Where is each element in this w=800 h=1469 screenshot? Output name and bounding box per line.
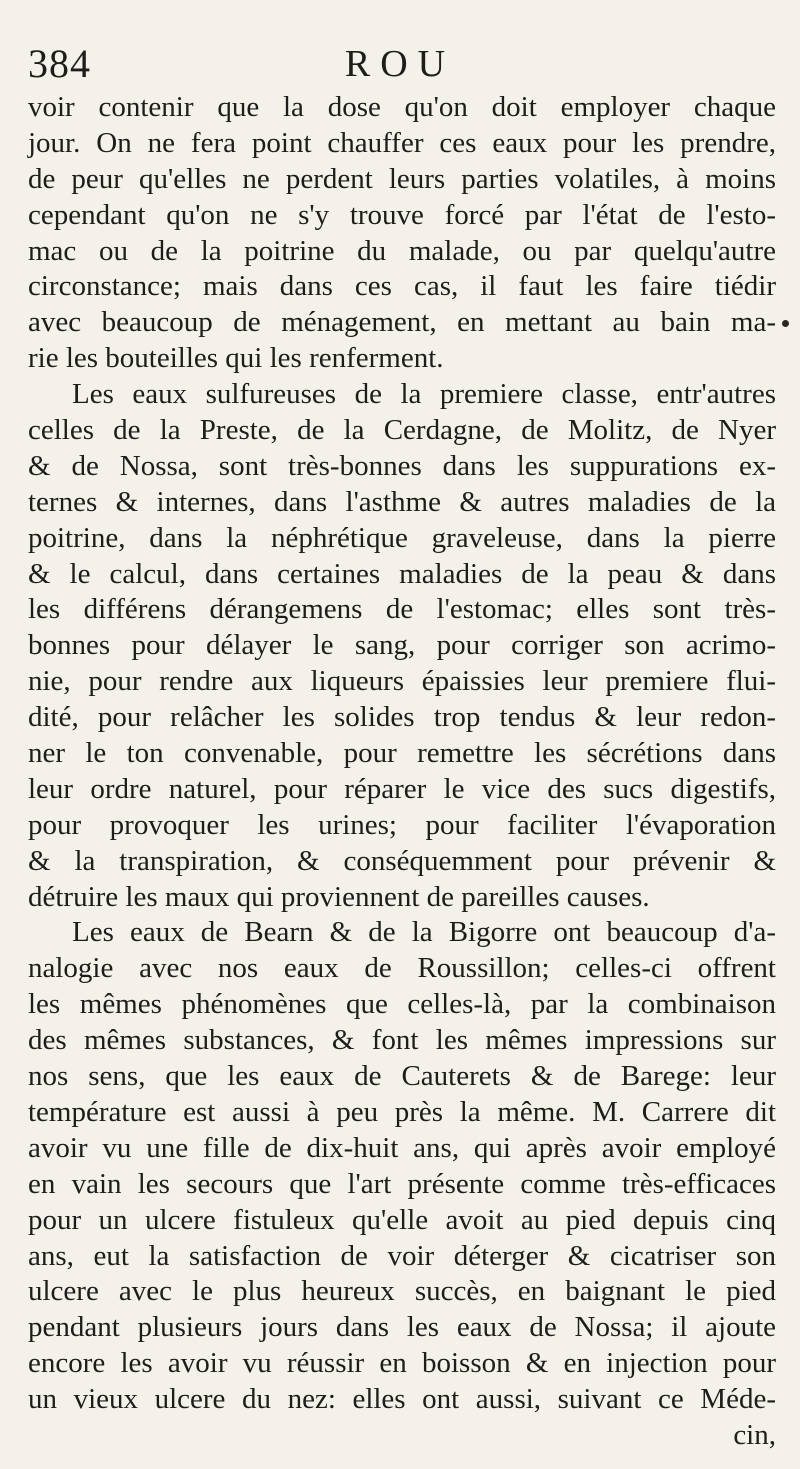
text-line: Les eaux sulfureuses de la premiere classe, entr'autres bbox=[72, 378, 776, 411]
text-line: nalogie avec nos eaux de Roussillon; celles-ci offrent bbox=[28, 952, 776, 985]
text-line: mac ou de la poitrine du malade, ou par quelqu'autre bbox=[28, 234, 776, 267]
text-line: leur ordre naturel, pour réparer le vice des sucs digestifs, bbox=[28, 772, 776, 805]
text-line: nie, pour rendre aux liqueurs épaissies leur premiere flui- bbox=[28, 665, 776, 698]
text-line: & le calcul, dans certaines maladies de la peau & dans bbox=[28, 557, 776, 590]
text-line: pendant plusieurs jours dans les eaux de Nossa; il ajoute bbox=[28, 1311, 776, 1344]
text-line: température est aussi à peu près la même. M. Carrere dit bbox=[28, 1095, 776, 1128]
text-line: avoir vu une fille de dix-huit ans, qui après avoir employé bbox=[28, 1131, 776, 1164]
text-line: cependant qu'on ne s'y trouve forcé par l'état de l'esto- bbox=[28, 198, 776, 231]
text-line: voir contenir que la dose qu'on doit employer chaque bbox=[28, 91, 776, 123]
text-line: les différens dérangemens de l'estomac; elles sont très- bbox=[28, 593, 776, 626]
text-line: Les eaux de Bearn & de la Bigorre ont beaucoup d'a- bbox=[72, 916, 776, 949]
text-line: ans, eut la satisfaction de voir déterger & cicatriser son bbox=[28, 1239, 776, 1272]
text-line: encore les avoir vu réussir en boisson & en injection pour bbox=[28, 1347, 776, 1380]
text-line: les mêmes phénomènes que celles-là, par la combinaison bbox=[28, 988, 776, 1021]
text-line: bonnes pour délayer le sang, pour corriger son acrimo- bbox=[28, 629, 776, 662]
text-line: circonstance; mais dans ces cas, il faut les faire tiédir bbox=[28, 270, 776, 303]
text-line: avec beaucoup de ménagement, en mettant au bain ma- bbox=[28, 306, 776, 339]
catchword: cin, bbox=[733, 1418, 776, 1451]
margin-ink-dot bbox=[782, 320, 789, 327]
text-line: nos sens, que les eaux de Cauterets & de Barege: leur bbox=[28, 1060, 776, 1093]
text-line: un vieux ulcere du nez: elles ont aussi, suivant ce Méde- bbox=[28, 1383, 776, 1416]
page-number: 384 bbox=[28, 41, 91, 86]
text-line: & de Nossa, sont très-bonnes dans les suppurations ex- bbox=[28, 449, 776, 482]
running-head: ROU bbox=[344, 43, 456, 85]
text-line: ulcere avec le plus heureux succès, en baignant le pied bbox=[28, 1275, 776, 1308]
text-line: jour. On ne fera point chauffer ces eaux pour les prendre, bbox=[28, 126, 776, 159]
text-line: ner le ton convenable, pour remettre les sécrétions dans bbox=[28, 737, 776, 770]
text-line: en vain les secours que l'art présente comme très-efficaces bbox=[28, 1167, 776, 1200]
text-line: dité, pour relâcher les solides trop tendus & leur redon- bbox=[28, 701, 776, 734]
text-line: & la transpiration, & conséquemment pour prévenir & bbox=[28, 844, 776, 877]
text-line: rie les bouteilles qui les renferment. bbox=[28, 342, 444, 375]
body-text bbox=[28, 90, 776, 1454]
text-line: détruire les maux qui proviennent de pareilles causes. bbox=[28, 880, 650, 913]
text-line: de peur qu'elles ne perdent leurs parties volatiles, à moins bbox=[28, 162, 776, 195]
text-line: celles de la Preste, de la Cerdagne, de Molitz, de Nyer bbox=[28, 414, 776, 447]
text-line: ternes & internes, dans l'asthme & autres maladies de la bbox=[28, 485, 776, 518]
text-line: pour provoquer les urines; pour faciliter l'évaporation bbox=[28, 808, 776, 841]
text-line: des mêmes substances, & font les mêmes impressions sur bbox=[28, 1024, 776, 1057]
text-line: poitrine, dans la néphrétique graveleuse, dans la pierre bbox=[28, 521, 776, 554]
text-line: pour un ulcere fistuleux qu'elle avoit au pied depuis cinq bbox=[28, 1203, 776, 1236]
